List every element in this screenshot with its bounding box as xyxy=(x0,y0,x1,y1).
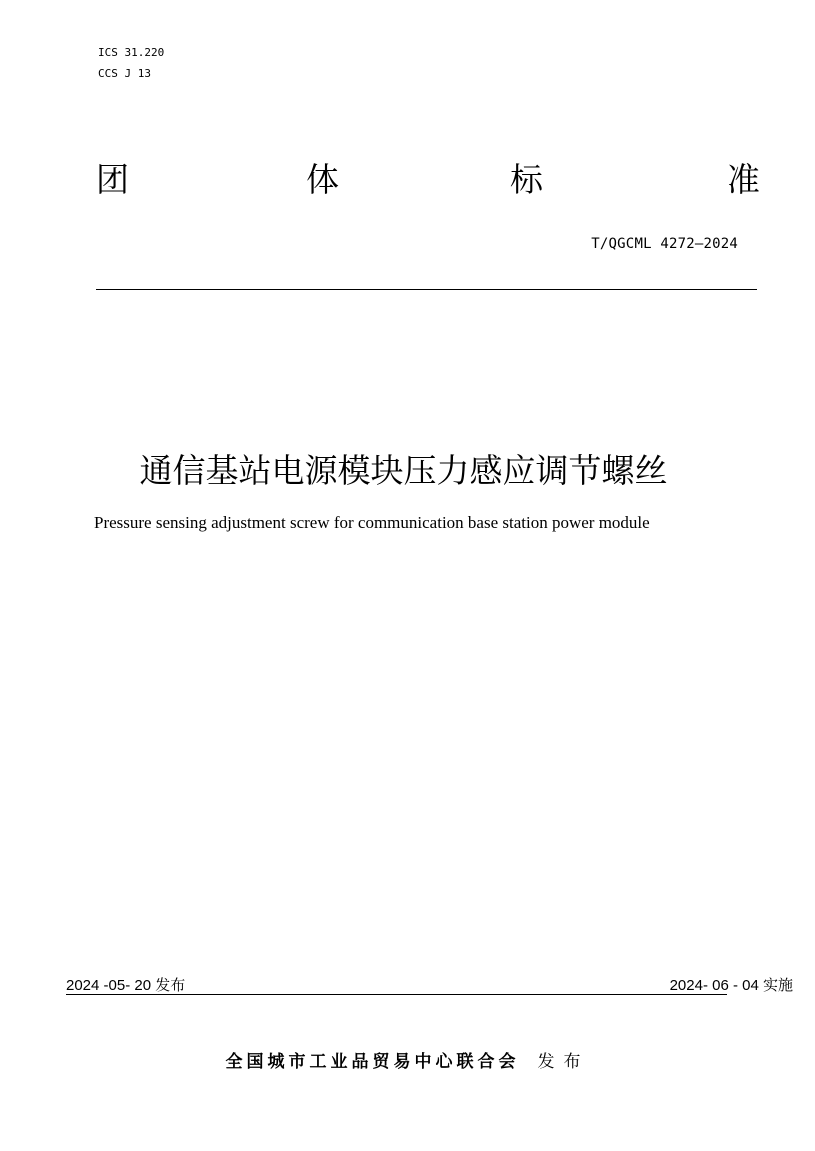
standard-type-heading xyxy=(96,158,760,202)
bottom-divider xyxy=(66,994,727,995)
top-divider xyxy=(96,289,757,290)
issuing-organization: 全国城市工业品贸易中心联合会 xyxy=(225,1052,520,1072)
standard-type-char-1: 团 xyxy=(96,160,129,199)
standard-type-char-3: 标 xyxy=(510,160,543,199)
title-chinese: 通信基站电源模块压力感应调节螺丝 xyxy=(139,451,668,490)
title-english: Pressure sensing adjustment screw for communication base station power module xyxy=(94,513,650,532)
issue-date: 2024 -05- 20 发布 xyxy=(66,977,186,994)
standard-type-char-2: 体 xyxy=(306,160,339,199)
classification-codes xyxy=(98,42,164,84)
ccs-code: CCS J 13 xyxy=(98,67,151,80)
standard-number: T/QGCML 4272—2024 xyxy=(591,236,738,252)
implementation-date: 2024- 06 - 04 实施 xyxy=(669,977,793,994)
issue-action: 发布 xyxy=(537,1052,590,1072)
issuer-line xyxy=(0,1047,815,1072)
title-chinese-wrapper xyxy=(0,448,815,494)
ics-code: ICS 31.220 xyxy=(98,46,165,59)
standard-type-char-4: 准 xyxy=(727,160,760,199)
